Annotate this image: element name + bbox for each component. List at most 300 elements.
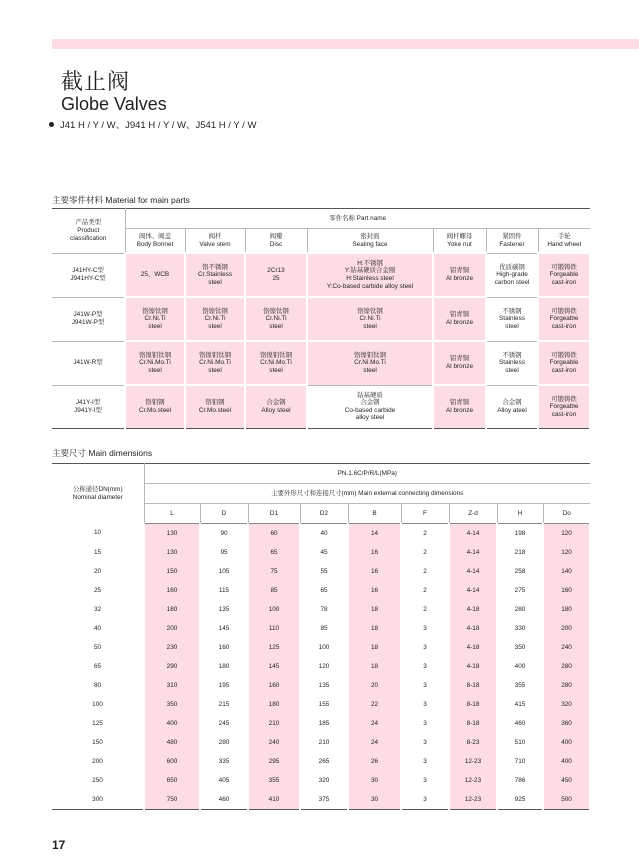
cell-line: 铬不锈钢 [202,263,228,271]
dimension-cell: 155 [300,695,348,714]
header-line: 阀瓣 [269,232,283,240]
dimension-cell: 18 [348,600,401,619]
cell-line: cast-iron [551,322,577,330]
dimensions-heading: 主要尺寸 Main dimensions [52,448,153,458]
dimension-cell: 100 [300,638,348,657]
dimension-cell: 3 [401,657,449,676]
dimension-cell: 2 [401,581,449,600]
header-line: Nominal diameter [72,493,123,501]
dimension-cell: 460 [200,790,248,810]
dimension-cell: 280 [497,600,543,619]
dimension-row [52,657,590,676]
cell-line: 不锈钢 [502,307,522,315]
cell-line: Al bronze [446,319,473,326]
nominal-diameter-cell: 40 [93,624,102,632]
dimension-cell: 280 [543,676,590,695]
dimension-cell: 18 [348,657,401,676]
page-number: 17 [52,838,66,852]
cell-line: 铬镍钛钢 [142,307,168,315]
dimension-cell: 480 [144,733,200,752]
cell-line: Y:Co-based carbide alloy steel [326,282,414,290]
material-cell [486,253,538,297]
dimension-cell: 8-23 [449,733,497,752]
dimension-cell: 65 [248,543,300,562]
header-line: Hand wheel [547,240,582,248]
cell-line: 2Cr13 [267,267,285,275]
part-column-header [433,229,486,254]
cell-line: 可锻铸铁 [551,395,577,403]
header-line: Body Bonnet [136,240,174,248]
header-line: 阀杆 [208,232,222,240]
dimension-cell: 4-18 [449,638,497,657]
dimension-cell: 450 [543,771,590,790]
cell-line: H:Stainless steel [346,275,394,282]
cell-line: Forgeable [549,315,579,323]
dimension-cell: 30 [348,771,401,790]
dimension-cell: 3 [401,676,449,695]
dimension-cell: 295 [248,752,300,771]
dimension-cell: 115 [200,581,248,600]
dimension-cell: 750 [144,790,200,810]
product-classification-header [52,209,125,254]
dimension-cell: 210 [248,714,300,733]
dimension-cell: 30 [348,790,401,810]
cell-line: steel [208,366,222,374]
material-cell [433,297,486,341]
dimension-cell: 100 [248,600,300,619]
dimension-cell: 2 [401,562,449,581]
cell-line: J41W-R型 [73,359,103,367]
cell-line: cast-iron [551,410,577,418]
bullet-icon [49,122,54,127]
cell-line: Alloy steel [261,407,291,414]
dimension-cell: 3 [401,771,449,790]
nominal-diameter-cell: 50 [93,643,102,651]
cell-line: Al bronze [446,407,473,414]
cell-line: 可锻铸铁 [551,351,577,359]
dimension-cell: 320 [300,771,348,790]
part-column-header [245,229,307,254]
dimension-cell: 145 [248,657,300,676]
dimension-cell: 280 [543,657,590,676]
dimension-cell: 12-23 [449,790,497,810]
dimension-cell: 4-14 [449,562,497,581]
nominal-diameter-cell: 100 [92,700,103,708]
cell-line: carbon steel [494,278,530,286]
material-cell [486,385,538,429]
dimension-column-header: Do [543,504,590,524]
dimension-row [52,581,590,600]
material-cell [538,297,590,341]
material-cell [185,341,245,385]
dimension-cell: 3 [401,752,449,771]
dimension-cell: 60 [248,524,300,544]
dimension-cell: 650 [144,771,200,790]
dimension-cell: 160 [248,676,300,695]
material-row [52,253,590,297]
materials-heading: 主要零件材料 Material for main parts [52,195,190,205]
header-line: 公称通径DN(mm) [72,486,123,494]
dimension-cell: 24 [348,714,401,733]
cell-line: steel [148,366,162,374]
cell-line: J941HY-C型 [70,275,106,282]
product-type-cell [52,253,125,297]
cell-line: Forgeable [549,403,579,411]
material-cell [433,253,486,297]
cell-line: Al bronze [446,363,473,370]
cell-line: Cr.Ni.Mo.Ti [139,359,171,367]
dimension-row [52,733,590,752]
dimension-cell: 20 [348,676,401,695]
cell-line: 钴基硬质 [357,391,383,399]
dimension-cell: 105 [200,562,248,581]
dimension-cell: 240 [248,733,300,752]
part-column-header [307,229,433,254]
dimension-cell: 355 [497,676,543,695]
cell-line: 合金钢 [502,399,522,407]
dimension-cell: 786 [497,771,543,790]
cell-line: 可锻铸铁 [551,307,577,315]
dimension-cell: 600 [144,752,200,771]
dimension-cell: 135 [200,600,248,619]
nominal-diameter-cell: 300 [92,795,103,803]
dimension-cell: 410 [248,790,300,810]
dimension-cell: 215 [200,695,248,714]
page-title-english: Globe Valves [61,94,167,114]
dimension-cell: 405 [200,771,248,790]
dimension-cell: 16 [348,581,401,600]
dimension-cell: 120 [300,657,348,676]
nominal-diameter-cell: 250 [92,776,103,784]
dimension-column-header: Z-d [449,504,497,524]
material-cell [307,385,433,429]
dimension-cell: 120 [543,524,590,544]
material-cell [125,341,185,385]
part-name-header: 零件名称 Part name [125,209,590,229]
dimension-cell: 90 [200,524,248,544]
cell-line: steel [208,322,222,330]
dimension-cell: 400 [543,752,590,771]
cell-line: 25 [272,275,280,282]
dimension-cell: 400 [543,733,590,752]
dimension-cell: 230 [144,638,200,657]
cell-line: J941W-P型 [71,319,105,326]
dimension-column-header: D [200,504,248,524]
dimension-cell: 12-23 [449,752,497,771]
nominal-diameter-cell: 15 [93,548,102,556]
cell-line: 铬镍钛钢 [263,307,289,315]
cell-line: 铝青铜 [449,355,470,363]
dimension-row [52,771,590,790]
dimension-cell: 16 [348,543,401,562]
dimension-cell: 925 [497,790,543,810]
cell-line: steel [208,278,222,286]
dimension-cell: 4-14 [449,581,497,600]
dimension-cell: 310 [144,676,200,695]
material-cell [538,385,590,429]
dimension-cell: 245 [200,714,248,733]
nominal-diameter-cell: 32 [93,605,102,613]
cell-line: Stainless [499,315,525,323]
material-cell [245,341,307,385]
dimension-row [52,638,590,657]
dimension-row [52,752,590,771]
dimension-cell: 375 [300,790,348,810]
cell-line: steel [505,366,519,374]
dimension-cell: 710 [497,752,543,771]
dimension-cell: 218 [497,543,543,562]
product-type-cell [52,385,125,429]
header-line: Product [77,226,100,234]
dimension-cell: 160 [200,638,248,657]
dimension-cell: 18 [348,619,401,638]
dimension-cell: 3 [401,714,449,733]
material-cell [125,297,185,341]
dimension-cell: 12-23 [449,771,497,790]
dimension-cell: 198 [497,524,543,544]
dimension-cell: 355 [248,771,300,790]
dimension-cell: 2 [401,600,449,619]
dimension-cell: 320 [543,695,590,714]
cell-line: Al bronze [446,275,473,282]
cell-line: steel [148,322,162,330]
dimension-cell: 258 [497,562,543,581]
material-cell [307,253,433,297]
material-cell [307,341,433,385]
cell-line: cast-iron [551,278,577,286]
header-line: Disc [269,240,283,248]
cell-line: 铬镍钛钢 [357,307,383,315]
material-cell [245,253,307,297]
dimension-cell: 78 [300,600,348,619]
dimension-cell: 180 [248,695,300,714]
cell-line: alloy steel [355,414,385,422]
part-column-header [486,229,538,254]
cell-line: 铝青铜 [449,311,470,319]
dimension-cell: 275 [497,581,543,600]
dimension-cell: 110 [248,619,300,638]
dimension-cell: 265 [300,752,348,771]
dimension-cell: 3 [401,638,449,657]
cell-line: 铬镍钼钛钢 [260,351,292,359]
cell-line: 25、WCB [140,271,170,279]
cell-line: Forgeable [549,359,579,367]
dimensions-table [52,463,591,810]
header-line: 阀体、阀盖 [139,232,171,240]
dimension-row [52,695,590,714]
material-cell [125,253,185,297]
dimension-cell: 400 [497,657,543,676]
header-line: 手轮 [557,232,571,240]
dimension-cell: 415 [497,695,543,714]
cell-line: cast-iron [551,366,577,374]
cell-line: Cr.Stainless [197,271,233,279]
header-line: Valve stem [199,240,231,248]
material-cell [433,341,486,385]
material-cell [125,385,185,429]
material-cell [245,385,307,429]
material-cell [486,297,538,341]
header-line: Fastener [499,240,525,248]
cell-line: steel [269,322,283,330]
cell-line: steel [505,322,519,330]
dimension-cell: 350 [144,695,200,714]
dimension-row [52,619,590,638]
dimension-cell: 180 [543,600,590,619]
model-list [49,120,256,132]
dimension-cell: 140 [543,562,590,581]
material-row [52,297,590,341]
dimension-cell: 2 [401,543,449,562]
dimension-column-header: H [497,504,543,524]
dimension-cell: 130 [144,543,200,562]
dimension-cell: 195 [200,676,248,695]
dimension-cell: 3 [401,695,449,714]
dimension-column-header: D2 [300,504,348,524]
dimension-row [52,714,590,733]
header-line: 紧固件 [502,233,522,241]
dimension-row [52,524,590,544]
dimension-cell: 135 [300,676,348,695]
nominal-diameter-header [52,464,144,524]
dimension-cell: 24 [348,733,401,752]
dimension-row [52,790,590,810]
dimensions-header-row [52,464,590,484]
header-line: 产品类型 [75,219,102,227]
cell-line: Y:钴基硬质合金刚 [344,267,396,275]
cell-line: Cr.Mo.steel [198,407,232,414]
cell-line: Cr.Mo.steel [138,407,172,414]
dimension-cell: 40 [300,524,348,544]
material-row [52,385,590,429]
dimension-cell: 8-18 [449,695,497,714]
dimension-cell: 290 [144,657,200,676]
cell-line: High-grade [496,271,528,279]
dimension-cell: 8-18 [449,676,497,695]
cell-line: 铝青铜 [449,267,470,275]
cell-line: J41W-P型 [73,311,103,319]
cell-line: Co-based carbide [344,406,396,414]
cell-line: Forgeable [549,271,579,279]
dimension-row [52,676,590,695]
dimension-column-header: B [348,504,401,524]
material-cell [185,385,245,429]
materials-subheader-row [52,229,590,254]
cell-line: Cr.Ni.Mo.Ti [260,359,292,367]
cell-line: Cr.Ni.Ti [204,315,226,323]
cell-line: Cr.Ni.Mo.Ti [354,359,386,367]
materials-table [52,208,591,429]
nominal-diameter-cell: 125 [92,719,103,727]
dimension-cell: 65 [300,581,348,600]
material-cell [185,297,245,341]
dimension-cell: 335 [200,752,248,771]
dimension-cell: 75 [248,562,300,581]
dimension-cell: 14 [348,524,401,544]
cell-line: 铬钼钢 [145,399,165,407]
dimension-cell: 16 [348,562,401,581]
dimension-column-header: D1 [248,504,300,524]
material-row [52,341,590,385]
nominal-diameter-cell: 65 [93,662,102,670]
cell-line: Cr.Ni.Ti [359,315,381,323]
cell-line: 优质碳钢 [499,263,525,271]
material-cell [185,253,245,297]
model-list-text: J41 H / Y / W、J941 H / Y / W、J541 H / Y / W [60,120,257,131]
header-color-band [52,39,639,49]
dimension-cell: 3 [401,733,449,752]
pressure-header: PN.1.6C/P/R/L(MPa) [144,464,590,484]
dimension-cell: 95 [200,543,248,562]
materials-header-row [52,209,590,229]
dimension-cell: 500 [543,790,590,810]
dimension-cell: 4-18 [449,600,497,619]
material-cell [538,253,590,297]
cell-line: Alloy ateel [497,406,527,414]
cell-line: 铬镍钼钛钢 [199,351,231,359]
material-cell [486,341,538,385]
nominal-diameter-cell: 150 [92,738,103,746]
part-column-header [538,229,590,254]
part-column-header [185,229,245,254]
dimension-row [52,562,590,581]
page-title-chinese: 截止阀 [61,69,131,94]
cell-line: 铬镍钼钛钢 [354,351,386,359]
dimensions-subheader: 主要外形尺寸和连接尺寸(mm) Main external connecting dimensions [144,484,590,504]
part-column-header [125,229,185,254]
nominal-diameter-cell: 10 [93,529,102,537]
dimension-cell: 280 [200,733,248,752]
cell-line: Stainless [499,359,525,367]
cell-line: 铬钼钢 [205,399,225,407]
material-cell [538,341,590,385]
dimension-cell: 350 [497,638,543,657]
cell-line: 合金钢 [360,399,380,407]
nominal-diameter-cell: 20 [93,567,102,575]
dimension-cell: 120 [543,543,590,562]
dimension-cell: 185 [300,714,348,733]
cell-line: steel [363,367,377,375]
dimension-cell: 22 [348,695,401,714]
dimension-cell: 3 [401,619,449,638]
dimension-cell: 45 [300,543,348,562]
dimension-cell: 4-18 [449,619,497,638]
cell-line: steel [363,322,377,330]
nominal-diameter-cell: 25 [93,586,102,594]
cell-line: J41Y-I型 [75,399,101,407]
dimension-cell: 4-18 [449,657,497,676]
header-line: classification [70,234,107,242]
dimension-cell: 3 [401,790,449,810]
dimension-cell: 160 [144,581,200,600]
dimension-row [52,600,590,619]
cell-line: 可锻铸铁 [551,263,577,271]
dimension-cell: 4-14 [449,543,497,562]
header-line: 密封面 [360,232,380,240]
dimension-cell: 200 [144,619,200,638]
dimension-cell: 460 [497,714,543,733]
dimension-cell: 210 [300,733,348,752]
nominal-diameter-cell: 200 [92,757,103,765]
dimension-cell: 180 [200,657,248,676]
cell-line: 不锈钢 [502,351,522,359]
product-type-cell [52,341,125,385]
dimension-cell: 4-14 [449,524,497,544]
cell-line: 铬镍钼钛钢 [139,351,171,359]
cell-line: Cr.Ni.Ti [265,315,287,323]
dimension-cell: 200 [543,619,590,638]
material-cell [245,297,307,341]
